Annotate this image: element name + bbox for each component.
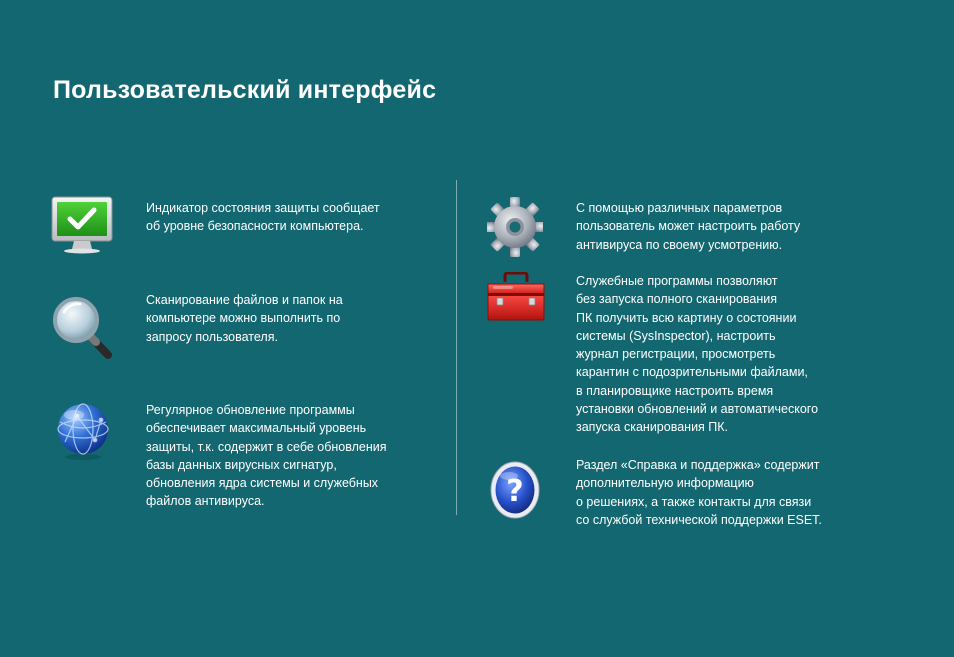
feature-text-scan: Сканирование файлов и папок на компьютере можно выполнить по запросу пользователя.	[146, 293, 343, 344]
toolbox-icon	[485, 272, 547, 322]
monitor-check-icon	[50, 195, 114, 255]
column-divider	[456, 180, 457, 515]
feature-text-settings: С помощью различных параметров пользователь может настроить работу антивируса по своему усмотрению.	[576, 201, 801, 252]
feature-text-protection: Индикатор состояния защиты сообщает об уровне безопасности компьютера.	[146, 201, 380, 234]
page-title: Пользовательский интерфейс	[53, 76, 437, 104]
feature-text-help: Раздел «Справка и поддержка» содержит дополнительную информацию о решениях, а также контакты для связи со службой технической поддержки ESET.	[576, 458, 822, 527]
help-icon	[489, 461, 541, 521]
feature-text-tools: Служебные программы позволяют без запуска полного сканирования ПК получить всю картину о состоянии системы (SysInspector), настроить журнал регистрации, просмотреть карантин с подозрительными файлами, в планировщике настроить время установки обновлений и автоматического запуска сканирования ПК.	[576, 274, 819, 435]
globe-icon	[55, 402, 111, 462]
feature-text-update: Регулярное обновление программы обеспечивает максимальный уровень защиты, т.к. содержит в себе обновления базы данных вирусных сигнатур, обновления ядра системы и служебных файлов антивируса.	[146, 403, 387, 509]
svg-text:?: ?	[506, 474, 524, 509]
magnifier-icon	[52, 294, 114, 360]
gear-icon	[487, 196, 543, 258]
